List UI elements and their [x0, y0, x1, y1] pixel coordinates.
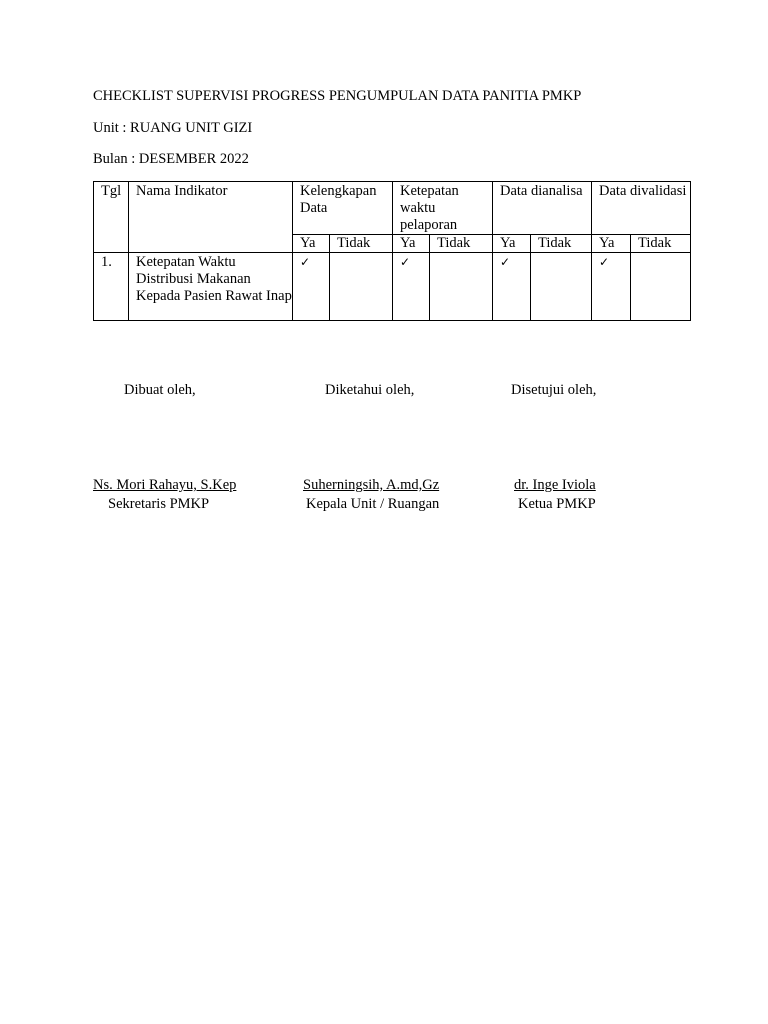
table-header-row: [94, 182, 691, 235]
diketahui-oleh-label: Diketahui oleh,: [325, 382, 415, 398]
dibuat-oleh-label: Dibuat oleh,: [124, 382, 196, 398]
row-number: 1.: [94, 253, 129, 321]
header-kelengkapan-data: Kelengkapan Data: [293, 182, 393, 235]
document-title: CHECKLIST SUPERVISI PROGRESS PENGUMPULAN DATA PANITIA PMKP: [93, 88, 582, 104]
subheader-tidak: Tidak: [531, 235, 592, 253]
subheader-tidak: Tidak: [631, 235, 691, 253]
cell-tidak-kelengkapan: [330, 253, 393, 321]
subheader-ya: Ya: [493, 235, 531, 253]
header-tgl: Tgl: [94, 182, 129, 253]
signatory-name-kepala-unit: Suherningsih, A.md,Gz: [303, 477, 440, 493]
header-ketepatan-waktu: Ketepatan waktu pelaporan: [393, 182, 493, 235]
subheader-tidak: Tidak: [330, 235, 393, 253]
cell-ya-ketepatan: [393, 253, 430, 321]
signatory-name-sekretaris: Ns. Mori Rahayu, S.Kep: [93, 477, 237, 493]
subheader-ya: Ya: [592, 235, 631, 253]
header-data-divalidasi: Data divalidasi: [592, 182, 691, 235]
checkmark-icon: ✓: [599, 255, 610, 269]
row-indikator: Ketepatan Waktu Distribusi Makanan Kepada Pasien Rawat Inap: [129, 253, 293, 321]
header-nama-indikator: Nama Indikator: [129, 182, 293, 253]
cell-ya-dianalisa: [493, 253, 531, 321]
subheader-ya: Ya: [293, 235, 330, 253]
signatory-role-kepala-unit: Kepala Unit / Ruangan: [306, 496, 440, 512]
month-label: Bulan : DESEMBER 2022: [93, 151, 249, 167]
subheader-ya: Ya: [393, 235, 430, 253]
disetujui-oleh-label: Disetujui oleh,: [511, 382, 597, 398]
unit-label: Unit : RUANG UNIT GIZI: [93, 120, 253, 136]
cell-tidak-dianalisa: [531, 253, 592, 321]
cell-ya-divalidasi: [592, 253, 631, 321]
cell-tidak-divalidasi: [631, 253, 691, 321]
signatory-role-ketua: Ketua PMKP: [518, 496, 596, 512]
checkmark-icon: ✓: [500, 255, 511, 269]
signatory-role-sekretaris: Sekretaris PMKP: [108, 496, 210, 512]
subheader-tidak: Tidak: [430, 235, 493, 253]
checkmark-icon: ✓: [300, 255, 311, 269]
signatory-name-ketua: dr. Inge Iviola: [514, 477, 596, 493]
cell-tidak-ketepatan: [430, 253, 493, 321]
header-data-dianalisa: Data dianalisa: [493, 182, 592, 235]
checkmark-icon: ✓: [400, 255, 411, 269]
checklist-table: [93, 181, 691, 321]
table-row: [94, 253, 691, 321]
cell-ya-kelengkapan: [293, 253, 330, 321]
